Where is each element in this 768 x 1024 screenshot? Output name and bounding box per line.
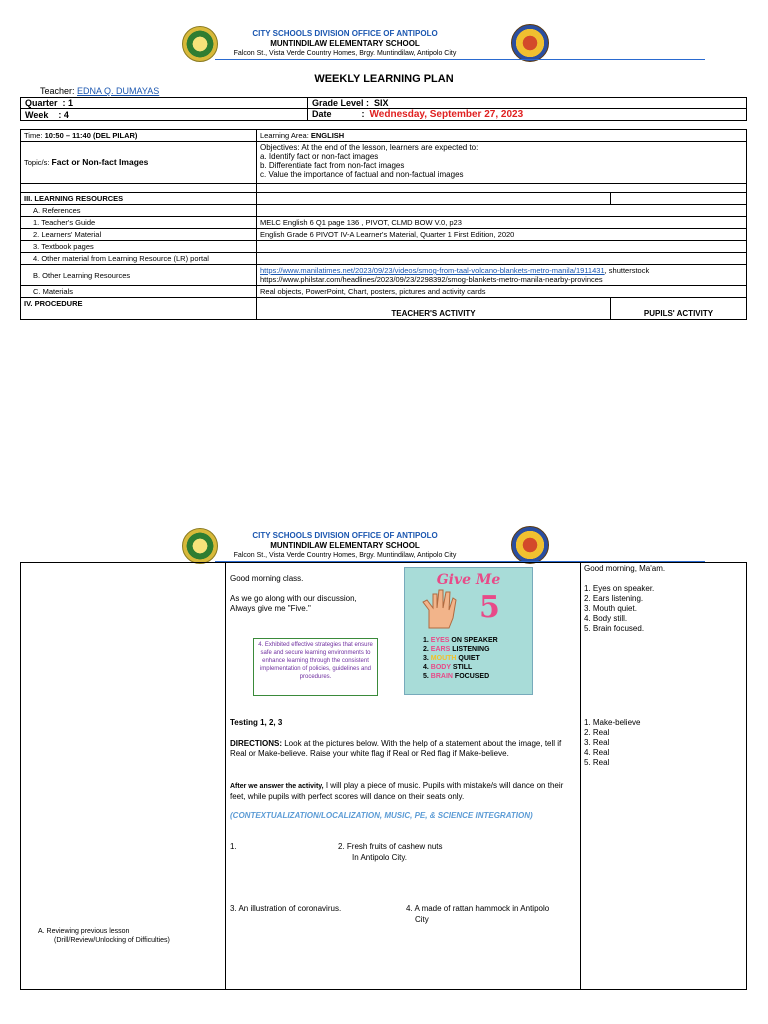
pupil-greeting: Good morning, Ma'am. xyxy=(584,564,666,573)
week-cell: Week : 4 xyxy=(21,109,308,121)
quarter-table xyxy=(20,97,747,121)
teacher-activity-heading: TEACHER'S ACTIVITY xyxy=(257,298,611,320)
division-office-name-2: CITY SCHOOLS DIVISION OFFICE OF ANTIPOLO xyxy=(252,531,438,540)
reviewing-lesson-label: A. Reviewing previous lesson xyxy=(38,928,130,935)
strategy-note-box: 4. Exhibited effective strategies that ensure safe and secure learning environments to enhance learning through the consistent implementation of policies, guidelines and procedures. xyxy=(253,638,378,696)
item-3: 3. An illustration of coronavirus. xyxy=(230,904,342,913)
give-me-five-poster xyxy=(404,567,533,695)
discussion-text: As we go along with our discussion, Always give me "Five." xyxy=(230,594,357,613)
raised-hand-icon xyxy=(419,588,475,632)
directions-paragraph: DIRECTIONS: Look at the pictures below. With the help of a statement about the image, tell if Real or Make-believe. Raise your white flag if Real or Red flag if Make-believe. xyxy=(230,739,562,758)
poster-rule-4: 4. BODY STILL xyxy=(423,664,473,671)
column-divider-1 xyxy=(225,562,226,990)
teachers-guide-label: 1. Teacher's Guide xyxy=(21,217,257,229)
other-resources-value: https://www.manilatimes.net/2023/09/23/videos/smog-from-taal-volcano-blankets-metro-manila/1911431, shutterstock https://www.philstar.com/headlines/2023/09/23/2298392/smog-blankets-metro-manila-nearby-provinces xyxy=(257,265,747,286)
reviewing-lesson-sub: (Drill/Review/Unlocking of Difficulties) xyxy=(54,937,170,944)
item-2: 2. Fresh fruits of cashew nuts xyxy=(338,842,443,851)
materials-value: Real objects, PowerPoint, Chart, posters, pictures and activity cards xyxy=(257,286,747,298)
grade-cell: Grade Level : SIX xyxy=(308,98,747,109)
poster-rule-5: 5. BRAIN FOCUSED xyxy=(423,673,490,680)
item-4: 4. A made of rattan hammock in Antipolo xyxy=(406,904,550,913)
teachers-guide-value: MELC English 6 Q1 page 136 , PIVOT, CLMD BOW V.0, p23 xyxy=(257,217,747,229)
objectives-cell: Objectives: At the end of the lesson, learners are expected to: a. Identify fact or non-fact images b. Differentiate fact from non-fact images c. Value the importance of factual and non-factual images xyxy=(257,142,747,184)
plan-table xyxy=(20,129,747,320)
pupil-activity-heading: PUPILS' ACTIVITY xyxy=(611,298,747,320)
quarter-cell: Quarter : 1 xyxy=(21,98,308,109)
resources-heading: III. LEARNING RESOURCES xyxy=(21,193,257,205)
poster-number: 5 xyxy=(479,590,500,625)
integration-note: (CONTEXTUALIZATION/LOCALIZATION, MUSIC, PE, & SCIENCE INTEGRATION) xyxy=(230,811,533,820)
manilatimes-link[interactable]: https://www.manilatimes.net/2023/09/23/videos/smog-from-taal-volcano-blankets-metro-manila/1911431 xyxy=(260,266,605,275)
header-rule xyxy=(215,59,705,60)
school-name-2: MUNTINDILAW ELEMENTARY SCHOOL xyxy=(270,541,420,550)
school-name: MUNTINDILAW ELEMENTARY SCHOOL xyxy=(270,39,420,48)
teacher-line xyxy=(40,86,159,96)
lr-portal-label: 4. Other material from Learning Resource (LR) portal xyxy=(21,253,257,265)
column-divider-2 xyxy=(580,562,581,990)
time-cell: Time: 10:50 – 11:40 (DEL PILAR) xyxy=(21,130,257,142)
school-address: Falcon St., Vista Verde Country Homes, Brgy. Muntindilaw, Antipolo City xyxy=(233,50,457,57)
date-value: Wednesday, September 27, 2023 xyxy=(369,109,524,120)
date-cell: Date : Wednesday, September 27, 2023 xyxy=(308,109,747,121)
testing-title: Testing 1, 2, 3 xyxy=(230,718,283,727)
philstar-link[interactable]: https://www.philstar.com/headlines/2023/09/23/2298392/smog-blankets-metro-manila-nearby-provinces xyxy=(260,275,603,284)
teacher-name: EDNA Q. DUMAYAS xyxy=(77,86,160,96)
pupil-rules: 1. Eyes on speaker. 2. Ears listening. 3. Mouth quiet. 4. Body still. 5. Brain focused. xyxy=(584,584,655,633)
references-label: A. References xyxy=(21,205,257,217)
greeting-text: Good morning class. xyxy=(230,574,304,583)
item-2-continued: In Antipolo City. xyxy=(352,853,407,862)
teacher-label: Teacher: xyxy=(40,86,75,96)
item-1: 1. xyxy=(230,842,237,851)
poster-rule-1: 1. EYES ON SPEAKER xyxy=(423,637,498,644)
procedure-heading: IV. PROCEDURE xyxy=(21,298,257,320)
other-resources-label: B. Other Learning Resources xyxy=(21,265,257,286)
page-title: WEEKLY LEARNING PLAN xyxy=(314,73,454,85)
poster-rule-2: 2. EARS LISTENING xyxy=(423,646,490,653)
learning-area-cell: Learning Area: ENGLISH xyxy=(257,130,747,142)
school-address-2: Falcon St., Vista Verde Country Homes, Brgy. Muntindilaw, Antipolo City xyxy=(233,552,457,559)
poster-rules-list xyxy=(405,636,532,681)
topic-cell: Topic/s: Fact or Non-fact Images xyxy=(21,142,257,184)
materials-label: C. Materials xyxy=(21,286,257,298)
item-4-continued: City xyxy=(415,915,429,924)
textbook-label: 3. Textbook pages xyxy=(21,241,257,253)
division-office-name: CITY SCHOOLS DIVISION OFFICE OF ANTIPOLO xyxy=(252,29,438,38)
poster-rule-3: 3. MOUTH QUIET xyxy=(423,655,480,662)
learners-material-value: English Grade 6 PIVOT IV-A Learner's Material, Quarter 1 First Edition, 2020 xyxy=(257,229,747,241)
pupil-answers: 1. Make-believe 2. Real 3. Real 4. Real 5. Real xyxy=(584,718,641,767)
after-activity-paragraph: After we answer the activity, I will play a piece of music. Pupils with mistake/s will dance on their feet, while pupils with perfect scores will dance on their seats only. xyxy=(230,781,564,801)
poster-title: Give Me xyxy=(436,572,501,588)
learners-material-label: 2. Learners' Material xyxy=(21,229,257,241)
